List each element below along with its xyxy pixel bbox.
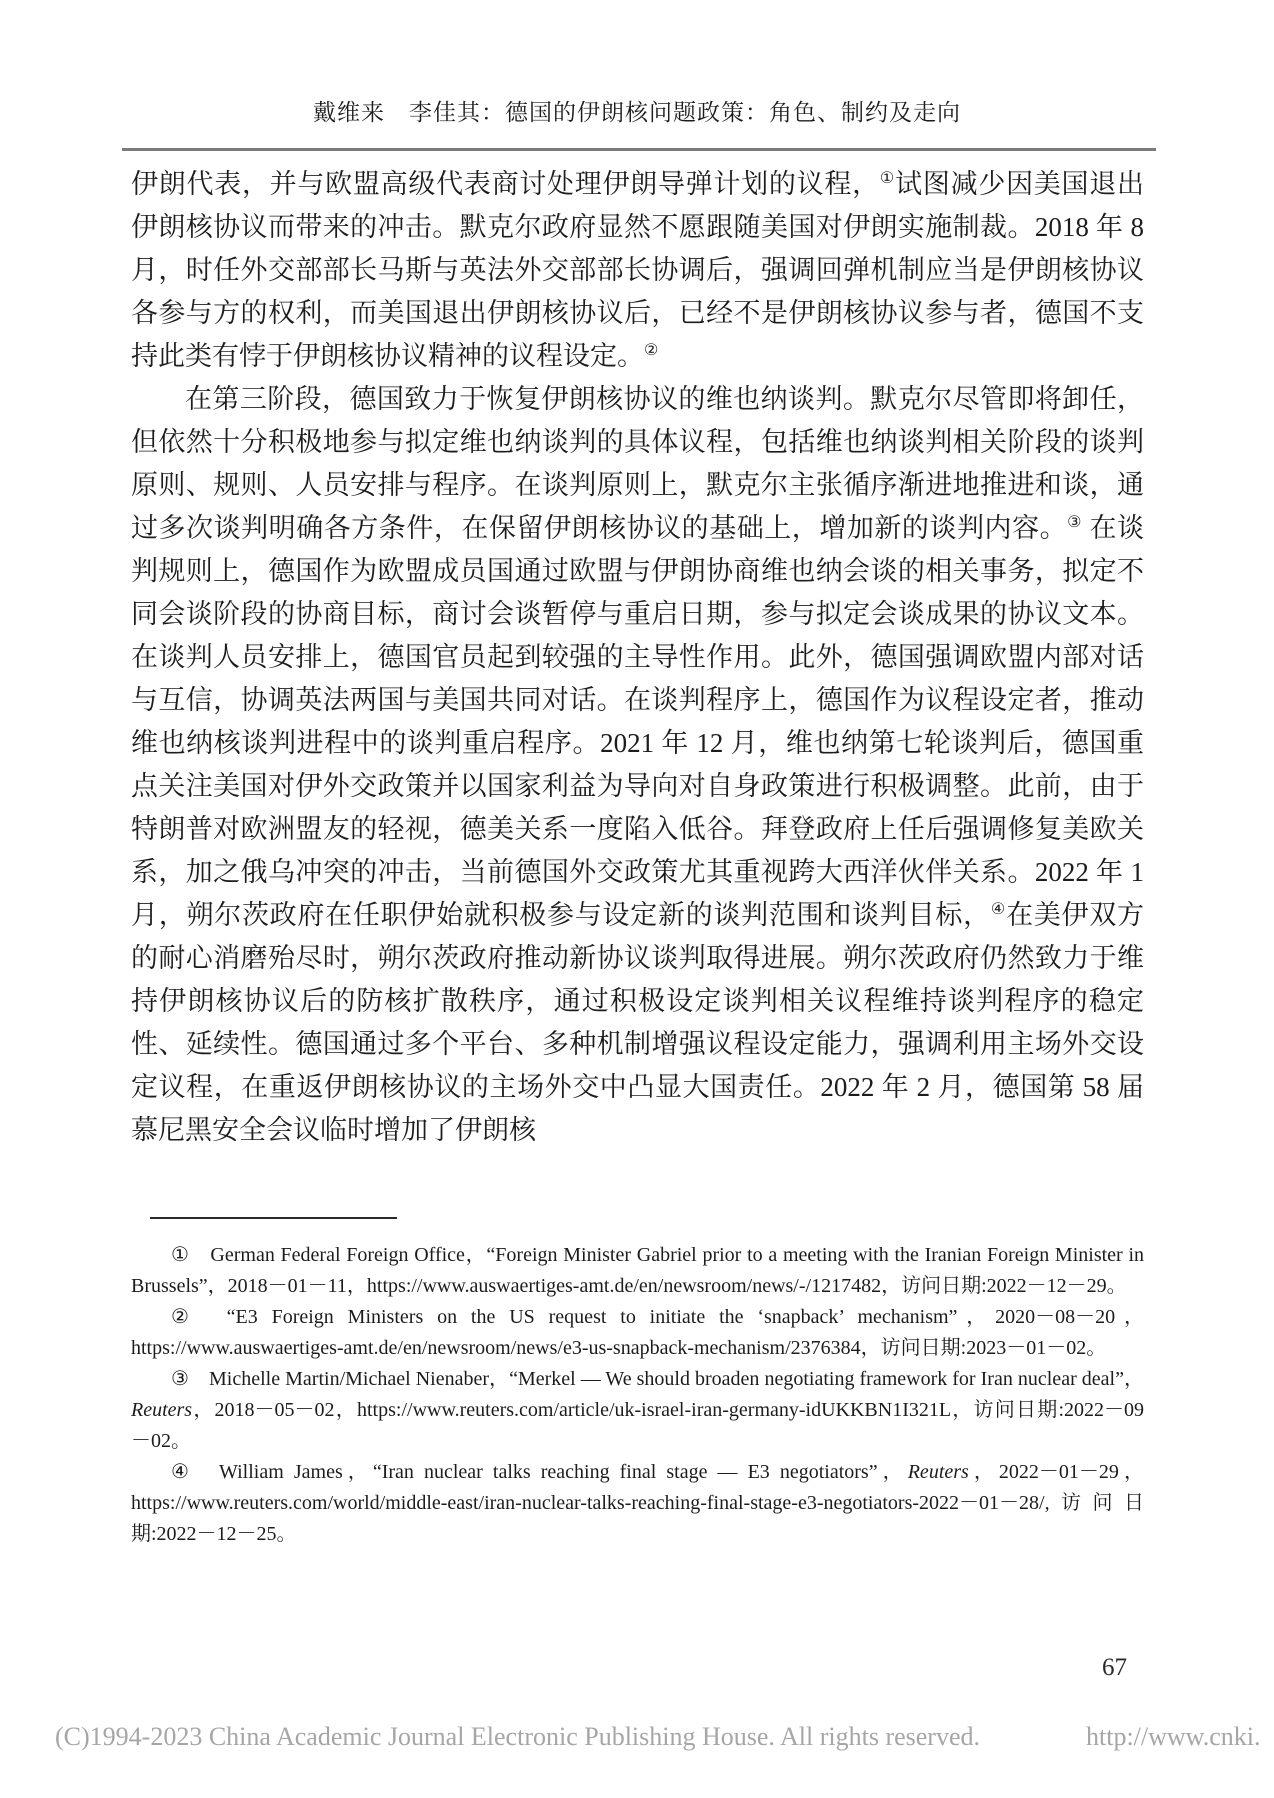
watermark-url: http://www.cnki.: [1086, 1722, 1261, 1751]
footnote-4: ④ William James，“Iran nuclear talks reaching final stage — E3 negotiators”，Reuters，2022－01－29，https://www.reuters.com/world/middle-east/iran-nuclear-talks-reaching-final-stage-e3-negotiators-2022－01－28/,访问日期:2022－12－25。: [131, 1461, 1144, 1545]
footnote-separator-rule: [150, 1217, 397, 1219]
body-paragraph-2: 在第三阶段，德国致力于恢复伊朗核协议的维也纳谈判。默克尔尽管即将卸任，但依然十分积极地参与拟定维也纳谈判的具体议程，包括维也纳谈判相关阶段的谈判原则、规则、人员安排与程序。在谈判原则上，默克尔主张循序渐进地推进和谈，通过多次谈判明确各方条件，在保留伊朗核协议的基础上，增加新的谈判内容。③ 在谈判规则上，德国作为欧盟成员国通过欧盟与伊朗协商维也纳会谈的相关事务，拟定不同会谈阶段的协商目标，商讨会谈暂停与重启日期，参与拟定会谈成果的协议文本。在谈判人员安排上，德国官员起到较强的主导性作用。此外，德国强调欧盟内部对话与互信，协调英法两国与美国共同对话。在谈判程序上，德国作为议程设定者，推动维也纳核谈判进程中的谈判重启程序。2021 年 12 月，维也纳第七轮谈判后，德国重点关注美国对伊外交政策并以国家利益为导向对自身政策进行积极调整。此前，由于特朗普对欧洲盟友的轻视，德美关系一度陷入低谷。拜登政府上任后强调修复美欧关系，加之俄乌冲突的冲击，当前德国外交政策尤其重视跨大西洋伙伴关系。2022 年 1 月，朔尔茨政府在任职伊始就积极参与设定新的谈判范围和谈判目标，④在美伊双方的耐心消磨殆尽时，朔尔茨政府推动新协议谈判取得进展。朔尔茨政府仍然致力于维持伊朗核协议后的防核扩散秩序，通过积极设定谈判相关议程维持谈判程序的稳定性、延续性。德国通过多个平台、多种机制增强议程设定能力，强调利用主场外交设定议程，在重返伊朗核协议的主场外交中凸显大国责任。2022 年 2 月，德国第 58 届慕尼黑安全会议临时增加了伊朗核: [131, 384, 1145, 1145]
footnote-2: ② “E3 Foreign Ministers on the US request to initiate the ‘snapback’ mechanism”，2020－08－20，https://www.auswaertiges-amt.de/en/newsroom/news/e3-us-snapback-mechanism/2376384，访问日期:2023－01－02。: [131, 1306, 1144, 1359]
watermark-copyright: (C)1994-2023 China Academic Journal Electronic Publishing House. All rights reserved.: [55, 1722, 980, 1751]
body-paragraph-1: 伊朗代表，并与欧盟高级代表商讨处理伊朗导弹计划的议程，①试图减少因美国退出伊朗核协议而带来的冲击。默克尔政府显然不愿跟随美国对伊朗实施制裁。2018 年 8 月，时任外交部部长马斯与英法外交部部长协调后，强调回弹机制应当是伊朗核协议各参与方的权利，而美国退出伊朗核协议后，已经不是伊朗核协议参与者，德国不支持此类有悖于伊朗核协议精神的议程设定。②: [131, 169, 1145, 371]
footnotes-section: [131, 1240, 1144, 1550]
footnote-1: ① German Federal Foreign Office，“Foreign Minister Gabriel prior to a meeting with the Iranian Foreign Minister in Brussels”，2018－01－11，https://www.auswaertiges-amt.de/en/newsroom/news/-/1217482，访问日期:2022－12－29。: [131, 1244, 1144, 1297]
page-number: 67: [1102, 1654, 1127, 1681]
header-rule: [122, 148, 1156, 151]
article-body: [131, 163, 1144, 1152]
footnote-3: ③ Michelle Martin/Michael Nienaber，“Merkel — We should broaden negotiating framework for Iran nuclear deal”，Reuters，2018－05－02，https://www.reuters.com/article/uk-israel-iran-germany-idUKKBN1I321L，访问日期:2022－09－02。: [131, 1368, 1144, 1452]
running-head-title: 戴维来 李佳其：德国的伊朗核问题政策：角色、制约及走向: [313, 100, 961, 125]
